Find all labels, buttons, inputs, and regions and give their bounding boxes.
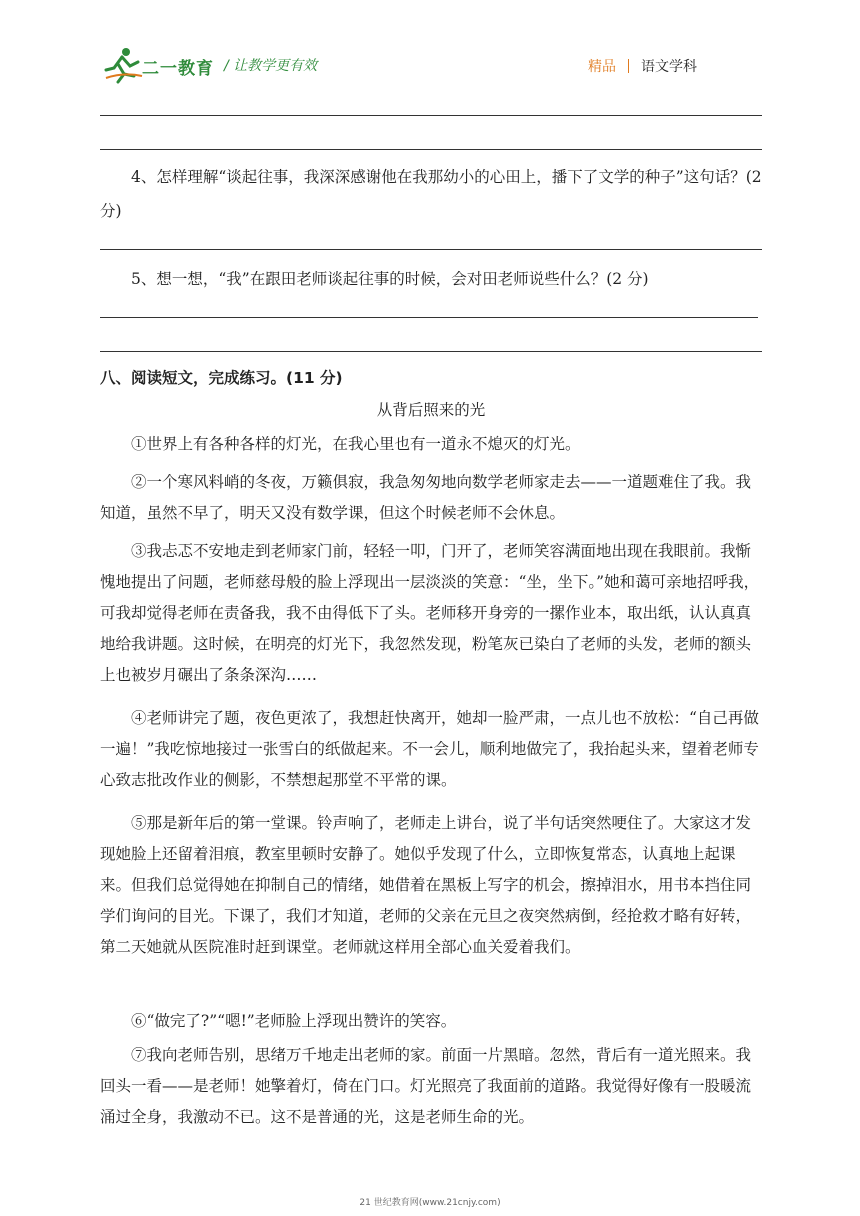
page-footer: 21 世纪教育网(www.21cnjy.com) [359, 1198, 501, 1208]
passage-title: 从背后照来的光 [376, 401, 486, 419]
passage-paragraph: ②一个寒风料峭的冬夜，万籁俱寂，我急匆匆地向数学老师家走去——一道题难住了我。我知道，虽然不早了，明天又没有数学课，但这个时候老师不会休息。 [100, 473, 752, 522]
slogan: / 让教学更有效 [224, 58, 318, 74]
header-divider [628, 59, 629, 73]
answer-line [100, 115, 762, 116]
passage-paragraph: ③我忐忑不安地走到老师家门前，轻轻一叩，门开了，老师笑容满面地出现在我眼前。我惭愧地提出了问题，老师慈母般的脸上浮现出一层淡淡的笑意：“坐，坐下。”她和蔼可亲地招呼我，可我却觉得老师在责备我，我不由得低下了头。老师移开身旁的一摞作业本，取出纸，认认真真地给我讲题。这时候，在明亮的灯光下，我忽然发现，粉笔灰已染白了老师的头发，老师的额头上也被岁月碾出了条条深沟…… [100, 542, 760, 684]
question-4: 4、怎样理解“谈起往事，我深深感谢他在我那幼小的心田上，播下了文学的种子”这句话？(2 分) [100, 168, 762, 220]
header-tags [588, 56, 697, 76]
subject-tag: 语文学科 [641, 59, 697, 75]
passage-paragraph: ⑥“做完了?”“嗯!”老师脸上浮现出赞许的笑容。 [131, 1012, 457, 1030]
page-header [0, 0, 860, 100]
answer-line [100, 351, 762, 352]
answer-line [100, 249, 762, 250]
question-5: 5、想一想，“我”在跟田老师谈起往事的时候，会对田老师说些什么？(2 分) [131, 270, 649, 288]
quality-tag: 精品 [588, 59, 616, 75]
logo-text: 二一教育 [142, 59, 214, 79]
section-heading: 八、阅读短文，完成练习。(11 分) [100, 369, 343, 387]
passage-paragraph: ⑤那是新年后的第一堂课。铃声响了，老师走上讲台，说了半句话突然哽住了。大家这才发现她脸上还留着泪痕，教室里顿时安静了。她似乎发现了什么，立即恢复常态，认真地上起课来。但我们总觉得她在抑制自己的情绪，她借着在黑板上写字的机会，擦掉泪水，用书本挡住同学们询问的目光。下课了，我们才知道，老师的父亲在元旦之夜突然病倒，经抢救才略有好转，第二天她就从医院准时赶到课堂。老师就这样用全部心血关爱着我们。 [100, 814, 752, 956]
answer-line [100, 149, 762, 150]
answer-line [100, 317, 758, 318]
passage-paragraph: ①世界上有各种各样的灯光，在我心里也有一道永不熄灭的灯光。 [131, 435, 581, 453]
passage-paragraph: ⑦我向老师告别，思绪万千地走出老师的家。前面一片黑暗。忽然，背后有一道光照来。我回头一看——是老师！她擎着灯，倚在门口。灯光照亮了我面前的道路。我觉得好像有一股暖流涌过全身，我激动不已。这不是普通的光，这是老师生命的光。 [100, 1046, 752, 1126]
passage-paragraph: ④老师讲完了题，夜色更浓了，我想赶快离开，她却一脸严肃，一点儿也不放松：“自己再做一遍！”我吃惊地接过一张雪白的纸做起来。不一会儿，顺利地做完了，我抬起头来，望着老师专心致志批改作业的侧影，不禁想起那堂不平常的课。 [100, 709, 759, 789]
